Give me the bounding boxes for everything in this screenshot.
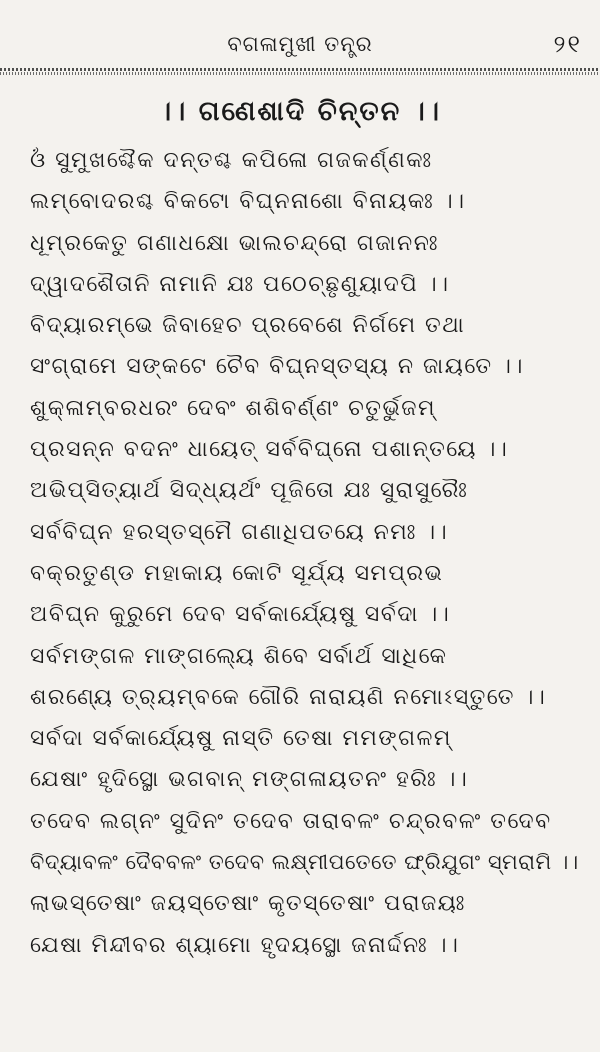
running-title: ବଗଳାମୁଖୀ ତନ୍ତ୍ର: [227, 32, 373, 56]
verse-line: ଦ୍ୱାଦଶୈତାନି ନାମାନି ଯଃ ପଠେଚ୍ଛୃଣୁୟାଦପି ।।: [30, 271, 450, 297]
verse-line: ସର୍ବଦା ସର୍ବକାର୍ଯ୍ୟେଷୁ ନାସ୍ତି ତେଷା ମମଙ୍ଗଳମ୍: [30, 726, 452, 752]
verse-line: ବିଦ୍ୟାରମ୍ଭେ ଜିବାହେଚ ପ୍ରବେଶେ ନିର୍ଗମେ ତଥା: [30, 313, 466, 339]
section-heading: ।। ଗଣେଶାଦି ଚିନ୍ତନ ।।: [159, 96, 441, 127]
verse-line: ପ୍ରସନ୍ନ ବଦନଂ ଧାୟେତ୍ ସର୍ବବିଘ୍ନୋ ପଶାନ୍ତୟେ ।।: [30, 437, 509, 463]
verse-line: ଅବିଘ୍ନ କୁରୁମେ ଦେବ ସର୍ବକାର୍ଯ୍ୟେଷୁ ସର୍ବଦା ।।: [30, 602, 451, 628]
verse-line: ଓଁ ସୁମୁଖଶ୍ଚୈକ ଦନ୍ତଶ୍ଚ କପିଳୋ ଗଜକର୍ଣ୍ଣକଃ: [30, 148, 433, 173]
header-rule: [0, 68, 600, 75]
verse-line: ଧୂମ୍ରକେତୁ ଗଣାଧକ୍ଷୋ ଭାଲଚନ୍ଦ୍ରୋ ଗଜାନନଃ: [30, 230, 439, 256]
verse-line: ଲମ୍ବୋଦରଶ୍ଚ ବିକଟୋ ବିଘ୍ନନାଶୋ ବିନାୟକଃ ।।: [30, 189, 466, 215]
verse-line: ଶୁକ୍ଳାମ୍ବରଧରଂ ଦେବଂ ଶଶିବର୍ଣ୍ଣଂ ଚତୁର୍ଭୁଜମ୍: [30, 395, 436, 421]
verse-line: ସର୍ବମଙ୍ଗଳ ମାଙ୍ଗଲ୍ୟେ ଶିବେ ସର୍ବାର୍ଥ ସାଧିକେ: [30, 643, 448, 669]
verse-line: ଲାଭସ୍ତେଷାଂ ଜୟସ୍ତେଷାଂ କୃତସ୍ତେଷାଂ ପରାଜୟଃ: [30, 891, 466, 917]
verse-line: ସଂଗ୍ରାମେ ସଙ୍କଟେ ଚୈବ ବିଘ୍ନସ୍ତସ୍ୟ ନ ଜାୟତେ ।।: [30, 354, 524, 380]
verse-list: [30, 140, 590, 966]
page-number: ୨୧: [553, 30, 582, 58]
verse-line: ଶରଣ୍ୟେ ତ୍ର୍ୟମ୍ବକେ ଗୌରି ନାରାୟଣି ନମୋଽସ୍ତୁତେ ।।: [30, 684, 547, 710]
running-header: [0, 28, 600, 64]
verse-line: ବକ୍ରତୁଣ୍ଡ ମହାକାୟ କୋଟି ସୂର୍ଯ୍ୟ ସମପ୍ରଭ: [30, 560, 444, 586]
verse-line: ତଦେବ ଲଗ୍ନଂ ସୁଦିନଂ ତଦେବ ତାରାବଳଂ ଚନ୍ଦ୍ରବଳଂ ତଦେବ: [30, 808, 552, 834]
verse-line: ସର୍ବବିଘ୍ନ ହରସ୍ତସ୍ମୈ ଗଣାଧିପତୟେ ନମଃ ।।: [30, 519, 449, 545]
verse-line: ବିଦ୍ୟାବଳଂ ଦୈବବଳଂ ତଦେବ ଲକ୍ଷ୍ମୀପତେତେ ଙ୍ଘ୍ରିଯୁଗଂ ସ୍ମରାମି ।।: [30, 850, 579, 875]
verse-line: ଯେଷାଂ ହୃଦିସ୍ଥୋ ଭଗବାନ୍ ମଙ୍ଗଳାୟତନଂ ହରିଃ ।।: [30, 767, 469, 793]
verse-line: ଅଭିପ୍ସିତ୍ୟାର୍ଥ ସିଦ୍ଧ୍ୟର୍ଥଂ ପୂଜିତୋ ଯଃ ସୁରାସୁରୈଃ: [30, 478, 469, 504]
verse-line: ଯେଷା ମିନ୍ଦୀବର ଶ୍ୟାମୋ ହୃଦୟସ୍ଥୋ ଜନାର୍ଦ୍ଦନଃ ।।: [30, 932, 460, 958]
